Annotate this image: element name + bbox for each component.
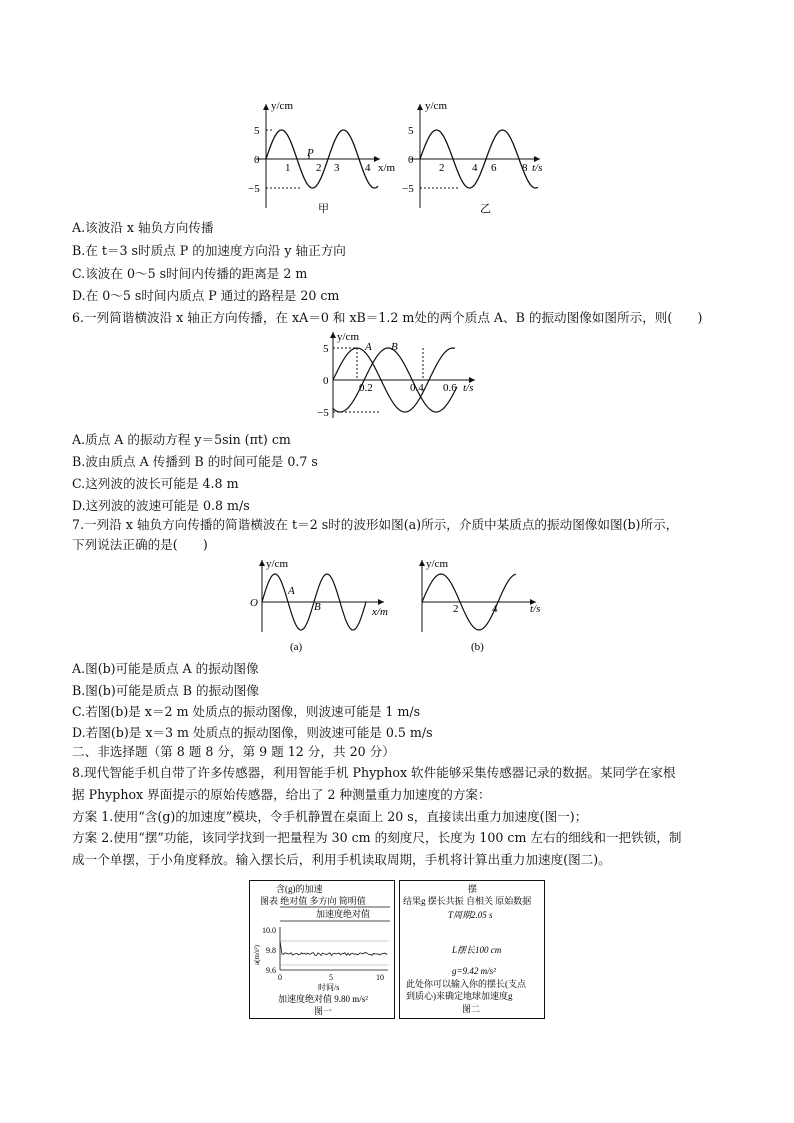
graph-a	[250, 558, 388, 653]
q7b-tick-x-4: 4	[492, 603, 498, 615]
fig1-tick-y-96: 9.6	[266, 966, 276, 975]
q6-ylabel: y/cm	[337, 331, 359, 343]
fig1-title: 含(g)的加速	[276, 884, 323, 894]
fig1-tick-y-98: 9.8	[266, 946, 276, 955]
q6-tick-y-5: 5	[323, 343, 329, 355]
q5-option-c: C.该波在 0～5 s时间内传播的距离是 2 m	[72, 266, 308, 281]
jia-caption: 甲	[318, 203, 329, 215]
fig2-gvalue: g=9.42 m/s²	[452, 966, 496, 976]
fig1-xlabel: 时间/s	[318, 983, 340, 992]
q7-option-d: D.若图(b)是 x＝3 m 处质点的振动图像，则波速可能是 0.5 m/s	[72, 725, 433, 740]
q7-option-a: A.图(b)可能是质点 A 的振动图像	[72, 661, 259, 676]
fig1-caption: 图一	[314, 1006, 333, 1016]
fig2-menu: 结果g 摆长共振 自相关 原始数据	[403, 896, 532, 906]
q7b-caption: (b)	[471, 641, 484, 653]
fig2-note-line2: 到质心)来确定地球加速度g	[406, 991, 513, 1001]
fig2-note-line1: 此处你可以输入你的摆长(支点	[406, 979, 526, 989]
jia-tick-y-neg5: −5	[248, 183, 260, 195]
yi-ylabel: y/cm	[425, 100, 447, 112]
graph-jia	[248, 100, 396, 215]
jia-tick-x-2: 2	[316, 162, 322, 174]
jia-tick-x-3: 3	[334, 162, 340, 174]
fig1-readout: 加速度绝对值 9.80 m/s²	[278, 994, 368, 1004]
q6-tick-y-0: 0	[323, 375, 329, 387]
q7a-caption: (a)	[290, 641, 303, 653]
q8-plan1: 方案 1.使用“含(g)的加速度”模块，令手机静置在桌面上 20 s，直接读出重力加速度(图一)；	[72, 809, 588, 824]
figure-q7	[244, 556, 554, 658]
yi-tick-x-2: 2	[439, 162, 445, 174]
q6-tick-x-04: 0.4	[410, 382, 424, 394]
q6-option-a: A.质点 A 的振动方程 y＝5sin (πt) cm	[72, 432, 291, 447]
figure-q5	[250, 96, 550, 214]
q6-tick-y-neg5: −5	[317, 407, 329, 419]
q8-line2: 据 Phyphox 界面提示的原始传感器，给出了 2 种测量重力加速度的方案：	[72, 787, 491, 802]
graph-yi	[402, 100, 542, 215]
fig2-caption: 图二	[462, 1004, 481, 1014]
figure-two-screen	[399, 880, 545, 1019]
q5-option-b: B.在 t＝3 s时质点 P 的加速度方向沿 y 轴正方向	[72, 243, 346, 258]
q8-plan2-line1: 方案 2.使用“摆”功能，该同学找到一把量程为 30 cm 的刻度尺，长度为 100 cm 左右的细线和一把铁锁，制	[72, 830, 682, 845]
fig1-tick-x-0: 0	[278, 973, 282, 982]
yi-tick-y-neg5: −5	[402, 183, 414, 195]
q7b-xlabel: t/s	[530, 603, 541, 615]
jia-tick-y-0: 0	[254, 154, 260, 166]
figure-one-screen	[249, 880, 395, 1019]
fig1-menu: 图表 绝对值 多方向 简明值	[260, 896, 366, 906]
jia-ylabel: y/cm	[271, 100, 293, 112]
q7b-tick-x-2: 2	[453, 603, 459, 615]
fig2-period: T周期2.05 s	[448, 910, 493, 920]
q7a-xlabel: x/m	[372, 606, 388, 618]
q7a-point-b: B	[314, 601, 321, 613]
fig1-panel: 加速度绝对值	[316, 909, 371, 919]
yi-tick-y-5: 5	[408, 125, 414, 137]
q6-stem: 6.一列简谐横波沿 x 轴正方向传播，在 xA＝0 和 xB＝1.2 m处的两个质点 A、B 的振动图像如图所示，则( )	[72, 310, 703, 325]
q6-tick-x-06: 0.6	[443, 382, 457, 394]
yi-tick-x-8: 8	[522, 162, 528, 174]
q5-option-d: D.在 0～5 s时间内质点 P 通过的路程是 20 cm	[72, 288, 340, 303]
q7a-point-a: A	[288, 585, 295, 597]
fig1-tick-y-10: 10.0	[262, 926, 276, 935]
q6-label-a: A	[365, 341, 372, 353]
fig2-title: 摆	[468, 884, 478, 894]
q6-tick-x-02: 0.2	[359, 382, 373, 394]
jia-tick-y-5: 5	[254, 125, 260, 137]
yi-tick-y-0: 0	[408, 154, 414, 166]
q6-option-d: D.这列波的波速可能是 0.8 m/s	[72, 498, 250, 513]
q7b-ylabel: y/cm	[426, 558, 448, 570]
q7-option-b: B.图(b)可能是质点 B 的振动图像	[72, 683, 259, 698]
figure-one-svg	[250, 881, 394, 1018]
q7-option-c: C.若图(b)是 x＝2 m 处质点的振动图像，则波速可能是 1 m/s	[72, 704, 421, 719]
figure-q6	[305, 328, 485, 420]
jia-point-p: P	[307, 147, 314, 159]
jia-tick-x-1: 1	[285, 162, 291, 174]
q6-option-c: C.这列波的波长可能是 4.8 m	[72, 476, 239, 491]
section-heading: 二、非选择题（第 8 题 8 分，第 9 题 12 分，共 20 分）	[72, 744, 395, 759]
jia-xlabel: x/m	[378, 162, 396, 174]
fig2-length: L摆长100 cm	[452, 945, 502, 955]
yi-caption: 乙	[480, 203, 491, 215]
q6-xlabel: t/s	[463, 382, 474, 394]
q7-stem-line1: 7.一列沿 x 轴负方向传播的简谐横波在 t＝2 s时的波形如图(a)所示，介质中某质点的振动图像如图(b)所示，	[72, 517, 679, 532]
q7a-origin: O	[250, 597, 258, 609]
q5-option-a: A.该波沿 x 轴负方向传播	[72, 220, 214, 235]
q8-plan2-line2: 成一个单摆，于小角度释放。输入摆长后，利用手机读取周期，手机将计算出重力加速度(图二)。	[72, 852, 611, 867]
jia-tick-x-4: 4	[365, 162, 371, 174]
q6-option-b: B.波由质点 A 传播到 B 的时间可能是 0.7 s	[72, 454, 318, 469]
yi-tick-x-6: 6	[491, 162, 497, 174]
figure-two-svg	[400, 881, 544, 1018]
fig1-tick-x-10: 10	[376, 973, 384, 982]
yi-xlabel: t/s	[532, 162, 543, 174]
fig1-ylabel: a(m/s²)	[253, 945, 261, 965]
yi-tick-x-4: 4	[472, 162, 478, 174]
q8-line1: 8.现代智能手机自带了许多传感器，利用智能手机 Phyphox 软件能够采集传感器记录的数据。某同学在家根	[72, 765, 676, 780]
q7-stem-line2: 下列说法正确的是( )	[72, 537, 208, 552]
q7a-ylabel: y/cm	[266, 558, 288, 570]
q6-label-b: B	[391, 341, 398, 353]
fig1-tick-x-5: 5	[329, 973, 333, 982]
graph-b	[419, 558, 540, 653]
